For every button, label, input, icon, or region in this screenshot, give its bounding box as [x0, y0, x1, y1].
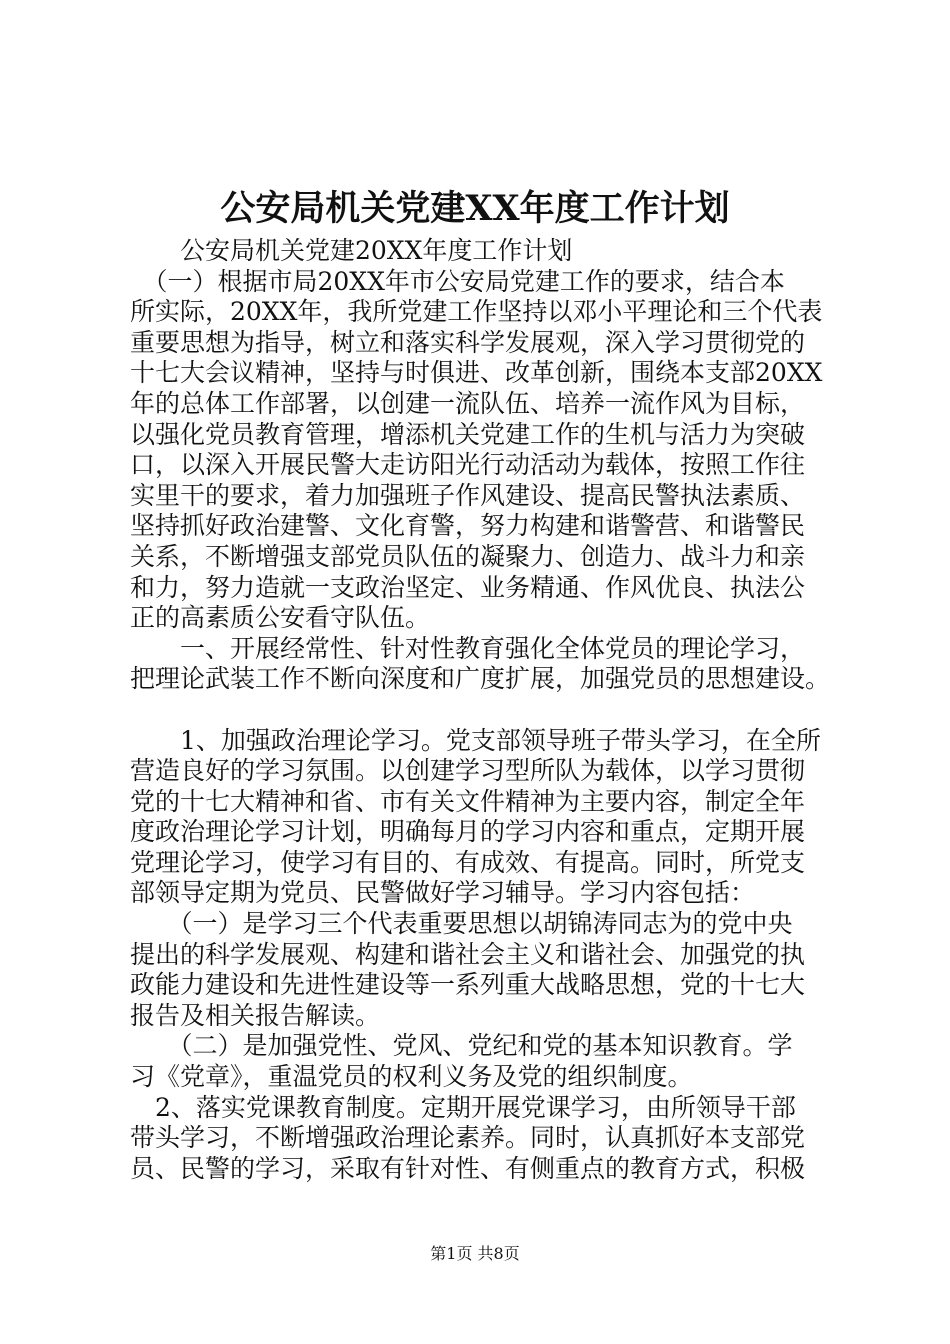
body-line: 正的高素质公安看守队伍。 [130, 603, 431, 633]
body-line: （一）根据市局20XX年市公安局党建工作的要求，结合本 [130, 266, 785, 296]
body-line: 口，以深入开展民警大走访阳光行动活动为载体，按照工作往 [130, 450, 806, 480]
body-line: 1、加强政治理论学习。党支部领导班子带头学习，在全所 [130, 725, 821, 755]
blank-line [130, 695, 830, 726]
document-body [130, 236, 830, 1184]
body-line: 政能力建设和先进性建设等一系列重大战略思想，党的十七大 [130, 970, 806, 1000]
body-line: 党的十七大精神和省、市有关文件精神为主要内容，制定全年 [130, 786, 806, 816]
body-line: 报告及相关报告解读。 [130, 1000, 381, 1030]
body-line: 度政治理论学习计划，明确每月的学习内容和重点，定期开展 [130, 817, 806, 847]
page-number-footer: 第1页 共8页 [430, 1244, 520, 1263]
body-line: （一）是学习三个代表重要思想以胡锦涛同志为的党中央 [130, 909, 793, 939]
body-line: 重要思想为指导，树立和落实科学发展观，深入学习贯彻党的 [130, 327, 806, 357]
body-line: 所实际，20XX年，我所党建工作坚持以邓小平理论和三个代表 [130, 297, 823, 327]
body-line: 坚持抓好政治建警、文化育警，努力构建和谐警营、和谐警民 [130, 511, 806, 541]
body-line: 实里干的要求，着力加强班子作风建设、提高民警执法素质、 [130, 480, 806, 510]
body-line: 2、落实党课教育制度。定期开展党课学习，由所领导干部 [130, 1092, 796, 1122]
body-line: 以强化党员教育管理，增添机关党建工作的生机与活力为突破 [130, 419, 806, 449]
body-line: 带头学习，不断增强政治理论素养。同时，认真抓好本支部党 [130, 1123, 806, 1153]
body-line: （二）是加强党性、党风、党纪和党的基本知识教育。学 [130, 1031, 793, 1061]
body-line: 营造良好的学习氛围。以创建学习型所队为载体，以学习贯彻 [130, 756, 806, 786]
body-line: 年的总体工作部署，以创建一流队伍、培养一流作风为目标， [130, 388, 806, 418]
body-line: 把理论武装工作不断向深度和广度扩展，加强党员的思想建设。 [130, 664, 831, 694]
body-line: 部领导定期为党员、民警做好学习辅导。学习内容包括： [130, 878, 756, 908]
body-line: 十七大会议精神，坚持与时俱进、改革创新，围绕本支部20XX [130, 358, 823, 388]
body-line: 员、民警的学习，采取有针对性、有侧重点的教育方式，积极 [130, 1153, 806, 1183]
document-title: 公安局机关党建XX年度工作计划 [220, 188, 730, 229]
body-line: 习《党章》，重温党员的权利义务及党的组织制度。 [130, 1062, 693, 1092]
body-line: 和力，努力造就一支政治坚定、业务精通、作风优良、执法公 [130, 572, 806, 602]
body-line: 关系，不断增强支部党员队伍的凝聚力、创造力、战斗力和亲 [130, 541, 806, 571]
body-line: 党理论学习，使学习有目的、有成效、有提高。同时，所党支 [130, 847, 806, 877]
body-line: 一、开展经常性、针对性教育强化全体党员的理论学习， [130, 633, 806, 663]
body-line: 提出的科学发展观、构建和谐社会主义和谐社会、加强党的执 [130, 939, 806, 969]
body-line: 公安局机关党建20XX年度工作计划 [130, 236, 573, 265]
